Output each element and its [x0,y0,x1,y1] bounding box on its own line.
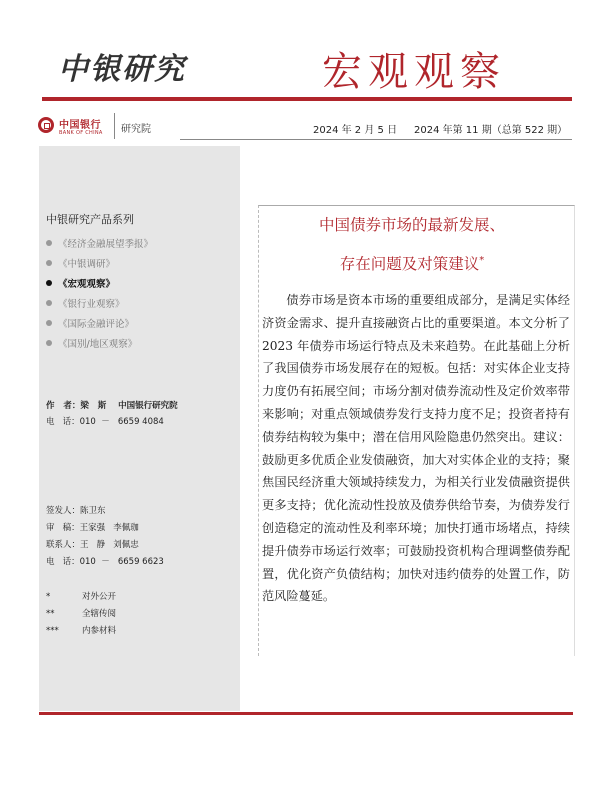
bank-of-china-icon [38,117,54,133]
contact: 联系人：王 静 刘佩忠 [46,540,139,550]
legend-stars: ** [46,609,55,619]
legend-item [46,607,116,619]
institute-name: 研究院 [121,124,151,135]
series-item [46,236,153,250]
bullet-icon [46,300,52,306]
contact-phone: 电 话：010 － 6659 6623 [46,557,164,567]
publish-date: 2024 年 2 月 5 日 [313,125,398,136]
series-item-label: 《银行业观察》 [58,299,125,310]
author-phone: 电 话：010 － 6659 4084 [46,417,164,427]
legend-label: 对外公开 [82,592,117,602]
article-title-line1: 中国债券市场的最新发展、 [318,216,505,234]
series-item-label: 《经济金融展望季报》 [58,239,154,250]
issue-number: 2024 年第 11 期（总第 522 期） [414,125,568,136]
bullet-icon [46,260,52,266]
bullet-icon [46,340,52,346]
series-item-label: 《宏观观察》 [58,279,116,290]
series-item-label: 《国际金融评论》 [58,319,135,330]
series-item-label: 《中银调研》 [58,259,116,270]
bottom-rule [39,712,573,715]
legend-stars: * [46,592,51,602]
author-line: 作 者：梁 斯 中国银行研究院 [46,401,178,411]
logo-chinese-name: 中国银行 [59,120,101,131]
bullet-icon [46,320,52,326]
series-item [46,256,115,270]
reviewer: 审 稿：王家强 李佩珈 [46,523,139,533]
article-title-text: 存在问题及对策建议 [339,255,480,273]
article-summary: 债券市场是资本市场的重要组成部分，是满足实体经济资金需求、提升直接融资占比的重要渠道。本文分析了 2023 年债券市场运行特点及未来趋势。在此基础上分析了我国债券市场发展存在的短板。包括：对实体企业支持力度仍有拓展空间；市场分割对债券流动性及定价效率带来影响；对重点领域债券发行支持力度不足；投资者持有债券结构较为集中；潜在信用风险隐患仍然突出。建议：鼓励更多优质企业发债融资，加大对实体企业的支持；聚焦国民经济重大领域持续发力，为相关行业发债融资提供更多支持；优化流动性投放及债券供给节奏，为债券发行创造稳定的流动性及利率环境；加快打通市场堵点，持续提升债券市场运行效率；可鼓励投资机构合理调整债券配置，优化资产负债结构；加快对违约债券的处置工作，防范风险蔓延。 [262,293,570,604]
bank-logo [38,113,116,141]
signer: 签发人：陈卫东 [46,506,106,516]
bullet-icon [46,280,52,286]
legend-item [46,590,116,602]
logo-english-name: BANK OF CHINA [59,130,103,136]
legend-stars: *** [46,626,59,636]
legend-label: 全辖传阅 [82,609,117,619]
series-item-label: 《国别/地区观察》 [58,339,138,350]
title-rule [42,97,572,101]
brand-logo-text: 中银研究 [58,52,186,87]
bullet-icon [46,240,52,246]
report-title: 宏观观察 [322,49,506,95]
series-item [46,296,125,310]
divider [114,113,115,139]
header-rule [180,139,572,140]
series-item [46,336,137,350]
legend-label: 内参材料 [82,626,117,636]
article-title-line2 [262,252,562,274]
footnote-mark: * [479,254,485,266]
series-item [46,316,134,330]
legend-item [46,624,116,636]
series-title: 中银研究产品系列 [46,213,134,226]
series-item-active [46,276,115,290]
